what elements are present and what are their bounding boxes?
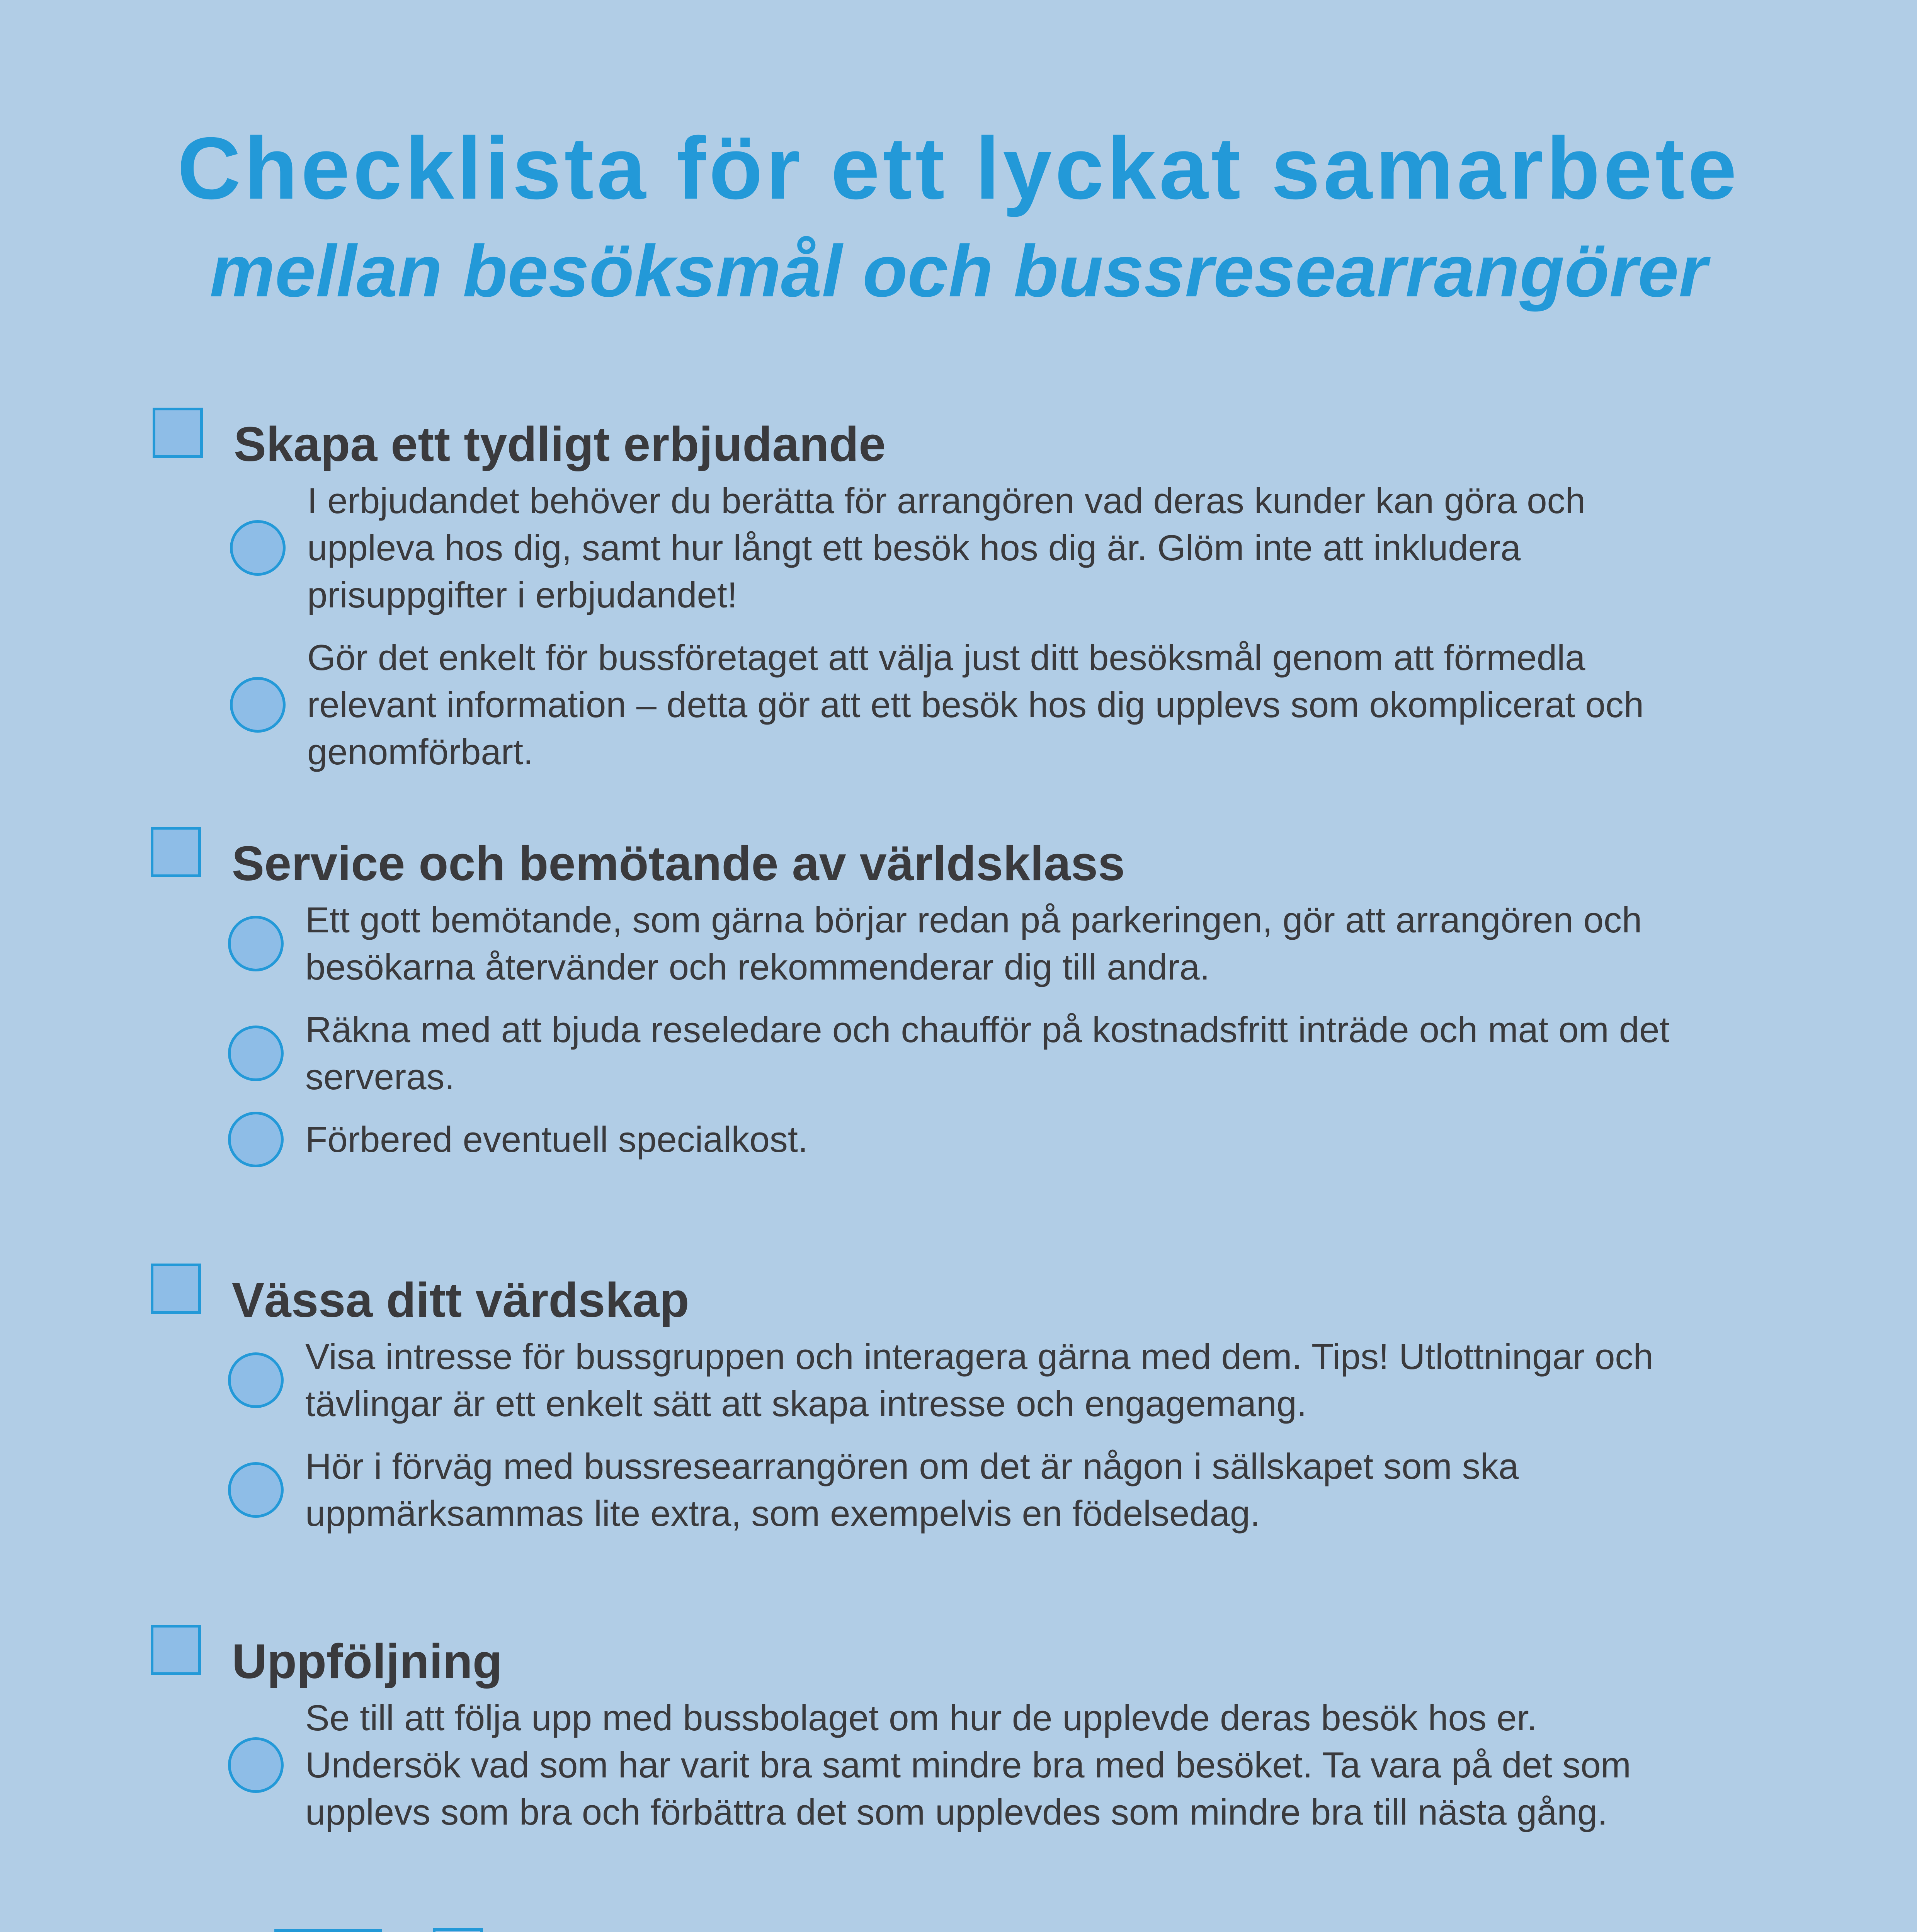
item-text: Hör i förväg med bussresearrangören om det är någon i sällskapet som ska uppmärksammas lite extra, som exempelvis en födelsedag.: [305, 1446, 1519, 1534]
checklist-item: [151, 896, 1696, 991]
bullet-circle-icon[interactable]: [230, 520, 286, 576]
checkbox-icon[interactable]: [151, 827, 201, 877]
item-text: Visa intresse för bussgruppen och interagera gärna med dem. Tips! Utlottningar och tävlingar är ett enkelt sätt att skapa intresse och engagemang.: [305, 1336, 1653, 1424]
item-text: I erbjudandet behöver du berätta för arrangören vad deras kunder kan göra och uppleva hos dig, samt hur långt ett besök hos dig är. Glöm inte att inkludera prisuppgifter i erbjudandet!: [307, 480, 1585, 615]
checklist-item: [153, 477, 1698, 619]
checkbox-icon[interactable]: [151, 1625, 201, 1675]
section-title: Service och bemötande av världsklass: [232, 836, 1125, 891]
section-title: Vässa ditt värdskap: [232, 1273, 689, 1327]
checklist-item: [151, 1694, 1696, 1836]
bullet-circle-icon[interactable]: [228, 1737, 284, 1793]
bullet-circle-icon[interactable]: [228, 916, 284, 971]
title-line-2: mellan besöksmål och bussresearrangörer: [209, 230, 1708, 312]
checkbox-icon[interactable]: [151, 1264, 201, 1314]
section-erbjudande: [153, 408, 1698, 791]
item-text: Räkna med att bjuda reseledare och chaufför på kostnadsfritt inträde och mat om det serveras.: [305, 1009, 1670, 1097]
checklist-item: [151, 1443, 1696, 1537]
checklist-item: [151, 1006, 1696, 1100]
item-text: Gör det enkelt för bussföretaget att välja just ditt besöksmål genom att förmedla relevant information – detta gör att ett besök hos dig upplevs som okomplicerat och genomförbart.: [307, 637, 1644, 772]
section-ovrigt: [433, 1928, 1669, 1932]
section-title: Uppföljning: [232, 1634, 502, 1689]
item-text: Se till att följa upp med bussbolaget om hur de upplevde deras besök hos er. Undersök vad som har varit bra samt mindre bra med besöket. Ta vara på det som upplevs som bra och förbättra det som upplevdes som mindre bra till nästa gång.: [305, 1697, 1631, 1832]
bullet-circle-icon[interactable]: [228, 1462, 284, 1518]
page-header: [0, 116, 1917, 317]
bullet-circle-icon[interactable]: [230, 677, 286, 733]
checkbox-icon[interactable]: [153, 408, 203, 458]
checklist-item: [151, 1333, 1696, 1427]
item-text: Förbered eventuell specialkost.: [305, 1119, 808, 1160]
checklist-item: [153, 634, 1698, 776]
bullet-circle-icon[interactable]: [228, 1352, 284, 1408]
section-vardskap: [151, 1264, 1696, 1553]
checklist-item: [151, 1116, 1696, 1163]
bullet-circle-icon[interactable]: [228, 1026, 284, 1081]
section-service: [151, 827, 1696, 1179]
section-title: Skapa ett tydligt erbjudande: [234, 417, 886, 471]
title-line-1: Checklista för ett lyckat samarbete: [177, 119, 1740, 218]
checkbox-icon[interactable]: [433, 1928, 483, 1932]
section-uppfoljning: [151, 1625, 1696, 1851]
item-text: Ett gott bemötande, som gärna börjar redan på parkeringen, gör att arrangören och besökarna återvänder och rekommenderar dig till andra.: [305, 900, 1642, 987]
bullet-circle-icon[interactable]: [228, 1112, 284, 1167]
